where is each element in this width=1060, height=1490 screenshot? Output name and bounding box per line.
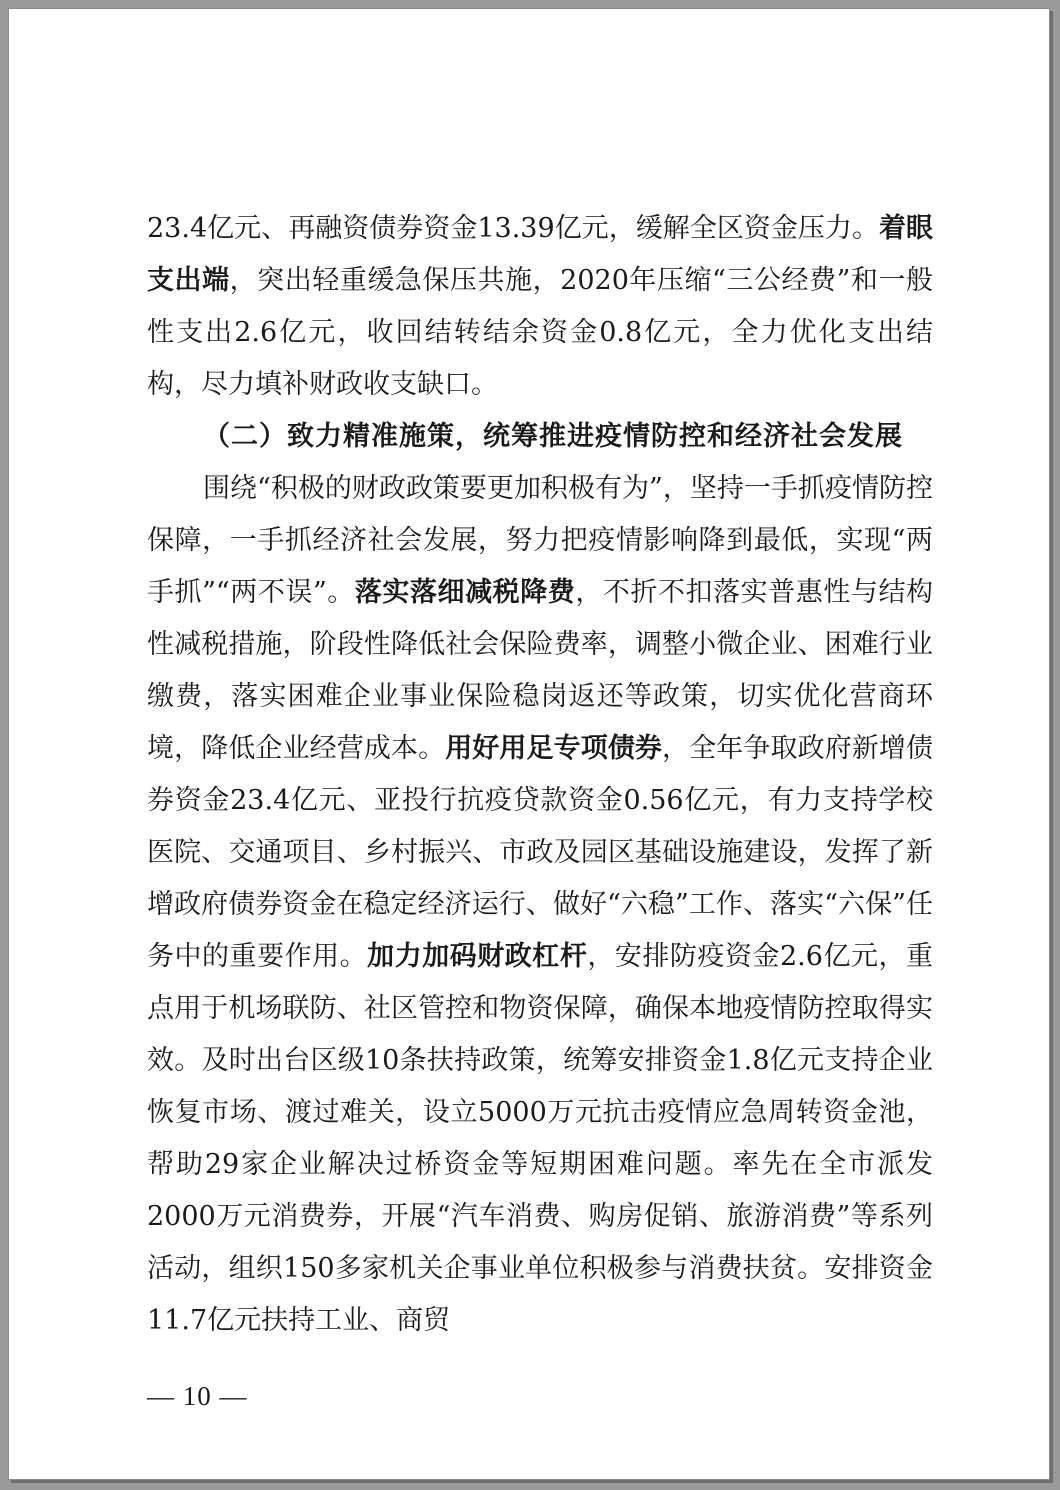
paragraph-text: ，不折不扣落实普惠性与结构性减税措施，阶段性降低社会保险费率，调整小微企业、困难行业缴费，落实困难企业事业保险稳岗返还等政策，切实优化营商环境，降低企业经营成本。 xyxy=(147,577,934,764)
bold-keyphrase: 加力加码财政杠杆 xyxy=(367,941,588,972)
page-number: — 10 — xyxy=(147,1381,248,1411)
paragraph xyxy=(147,463,933,1347)
paragraph-text: 围绕“积极的财政政策要更加积极有为”，坚持一手抓疫情防控保障，一手抓经济社会发展，努力把疫情影响降到最低，实现“两手抓”“两不误”。 xyxy=(147,473,933,608)
section-heading: （二）致力精准施策，统筹推进疫情防控和经济社会发展 xyxy=(203,421,903,452)
body-text xyxy=(147,203,933,1347)
paragraph-continuation xyxy=(147,203,933,411)
paragraph-text: ，突出轻重缓急保压共施，2020年压缩“三公经费”和一般性支出2.6亿元，收回结转结余资金0.8亿元，全力优化支出结构，尽力填补财政收支缺口。 xyxy=(147,265,934,400)
paragraph-text: ，全年争取政府新增债券资金23.4亿元、亚投行抗疫贷款资金0.56亿元，有力支持学校医院、交通项目、乡村振兴、市政及园区基础设施建设，发挥了新增政府债券资金在稳定经济运行、做好“六稳”工作、落实“六保”任务中的重要作用。 xyxy=(147,733,934,972)
paragraph-text: ，安排防疫资金2.6亿元，重点用于机场联防、社区管控和物资保障，确保本地疫情防控取得实效。及时出台区级10条扶持政策，统筹安排资金1.8亿元支持企业恢复市场、渡过难关，设立5000万元抗击疫情应急周转资金池，帮助29家企业解决过桥资金等短期困难问题。率先在全市派发2000万元消费券，开展“汽车消费、购房促销、旅游消费”等系列活动，组织150多家机关企事业单位积极参与消费扶贫。安排资金11.7亿元扶持工业、商贸 xyxy=(147,941,934,1336)
document-page xyxy=(8,8,1050,1480)
bold-keyphrase: 着眼支出端 xyxy=(147,213,933,296)
bold-keyphrase: 用好用足专项债券 xyxy=(445,733,663,764)
bold-keyphrase: 落实落细减税降费 xyxy=(354,577,576,608)
paragraph-text: 23.4亿元、再融资债券资金13.39亿元，缓解全区资金压力。 xyxy=(147,213,879,244)
